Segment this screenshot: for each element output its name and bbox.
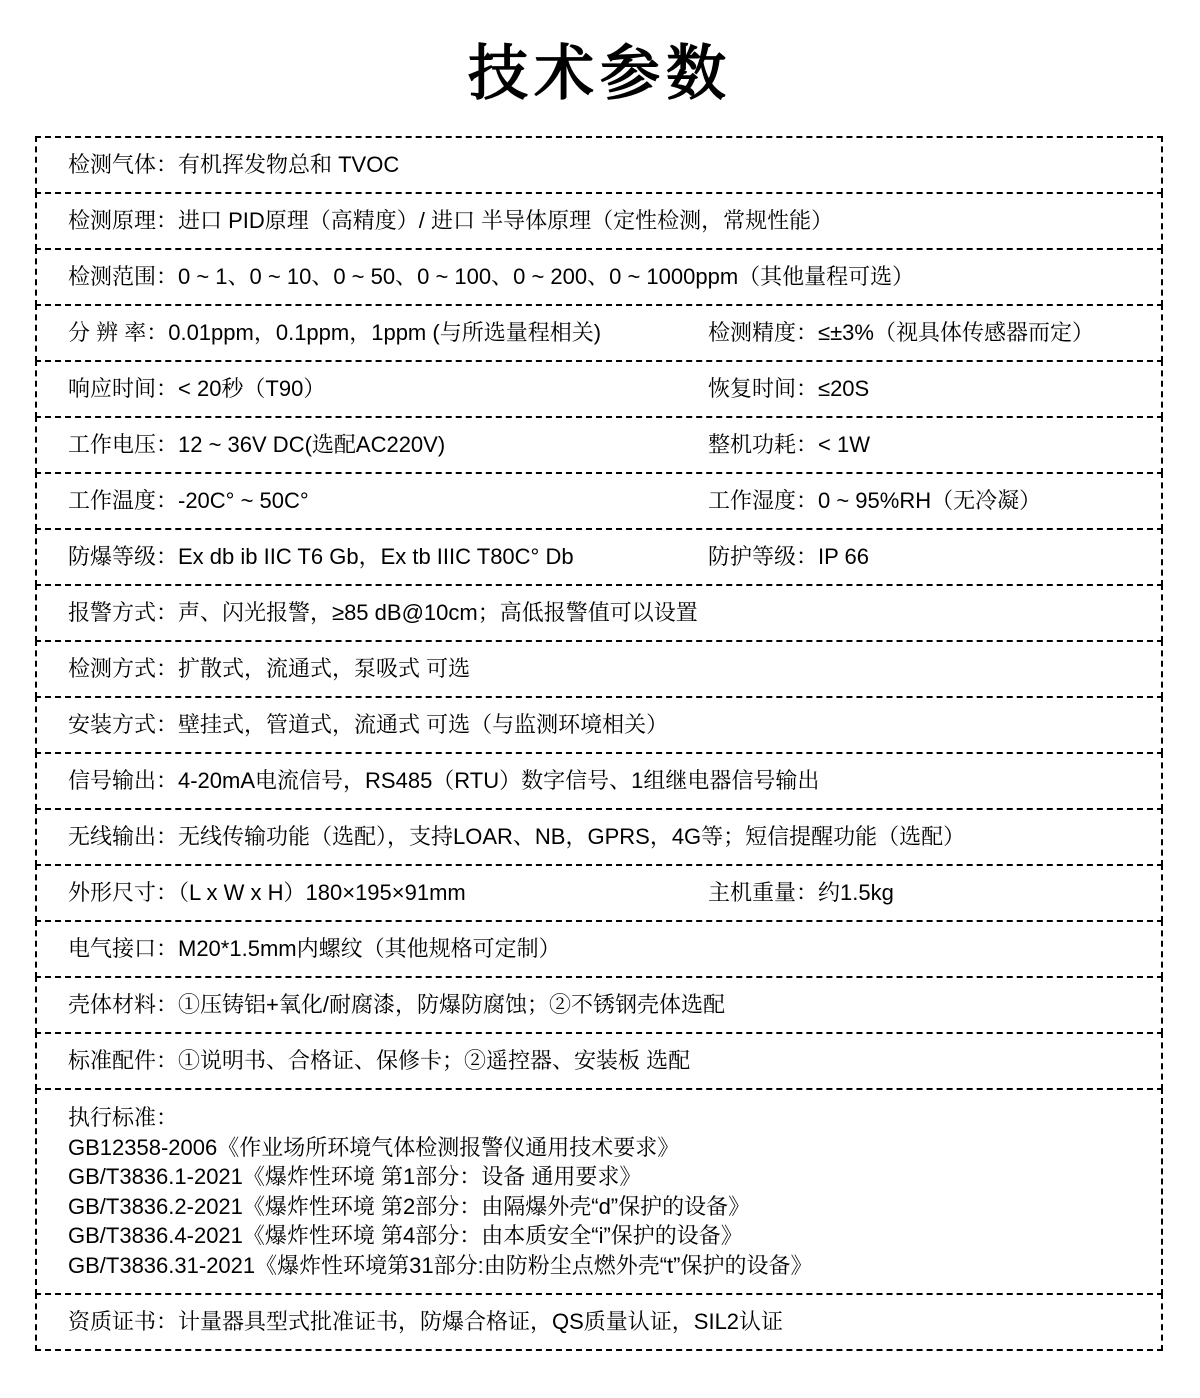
spec-text: 报警方式：声、闪光报警，≥85 dB@10cm；高低报警值可以设置 [68, 600, 698, 625]
row-housing-material [35, 976, 1163, 1034]
spec-text: 资质证书：计量器具型式批准证书，防爆合格证，QS质量认证，SIL2认证 [68, 1309, 784, 1334]
standard-item: GB/T3836.31-2021《爆炸性环境第31部分:由防粉尘点燃外壳“t”保护的设备》 [68, 1252, 813, 1278]
spec-text-dimensions: 外形尺寸：（L x W x H）180×195×91mm [68, 880, 466, 905]
spec-text-weight: 主机重量：约1.5kg [708, 880, 894, 905]
spec-table [35, 136, 1163, 1351]
spec-text: 标准配件：①说明书、合格证、保修卡；②遥控器、安装板 选配 [68, 1048, 691, 1073]
row-detection-mode [35, 640, 1163, 698]
spec-text: 安装方式：壁挂式，管道式，流通式 可选（与监测环境相关） [68, 712, 669, 737]
row-alarm-mode [35, 584, 1163, 642]
row-standard-accessories [35, 1032, 1163, 1090]
spec-text: 无线输出：无线传输功能（选配），支持LOAR、NB，GPRS，4G等；短信提醒功能（选配） [68, 824, 966, 849]
row-resolution-accuracy [35, 304, 1163, 362]
spec-text-temperature: 工作温度：-20C° ~ 50C° [68, 488, 309, 513]
row-response-recovery [35, 360, 1163, 418]
row-temperature-humidity [35, 472, 1163, 530]
standard-item: GB/T3836.1-2021《爆炸性环境 第1部分：设备 通用要求》 [68, 1164, 642, 1189]
row-certificates [35, 1293, 1163, 1351]
standard-item: GB/T3836.4-2021《爆炸性环境 第4部分：由本质安全“i”保护的设备》 [68, 1223, 743, 1248]
row-detection-principle [35, 192, 1163, 250]
page-title: 技术参数 [468, 40, 732, 107]
standard-item: GB/T3836.2-2021《爆炸性环境 第2部分：由隔爆外壳“d”保护的设备》 [68, 1193, 751, 1219]
spec-text-response-time: 响应时间：< 20秒（T90） [68, 376, 326, 401]
standards-heading: 执行标准： [68, 1105, 179, 1130]
row-dimensions-weight [35, 864, 1163, 922]
spec-text: 壳体材料：①压铸铝+氧化/耐腐漆，防爆防腐蚀；②不锈钢壳体选配 [68, 992, 725, 1017]
row-voltage-power [35, 416, 1163, 474]
row-wireless-output [35, 808, 1163, 866]
spec-text: 检测气体：有机挥发物总和 TVOC [68, 152, 400, 177]
row-electrical-interface [35, 920, 1163, 978]
spec-text: 信号输出：4-20mA电流信号，RS485（RTU）数字信号、1组继电器信号输出 [68, 768, 820, 793]
spec-text-accuracy: 检测精度：≤±3%（视具体传感器而定） [708, 320, 1094, 345]
spec-text-explosion-rating: 防爆等级：Ex db ib IIC T6 Gb，Ex tb IIIC T80C° Db [68, 544, 574, 569]
row-installation-mode [35, 696, 1163, 754]
spec-text: 检测方式：扩散式，流通式，泵吸式 可选 [68, 656, 471, 681]
spec-text-voltage: 工作电压：12 ~ 36V DC(选配AC220V) [68, 432, 446, 457]
spec-text-humidity: 工作湿度：0 ~ 95%RH（无冷凝） [708, 488, 1042, 513]
spec-text: 检测范围：0 ~ 1、0 ~ 10、0 ~ 50、0 ~ 100、0 ~ 200、0 ~ 1000ppm（其他量程可选） [68, 264, 915, 289]
row-explosion-ip-rating [35, 528, 1163, 586]
row-detection-gas [35, 136, 1163, 194]
spec-text-recovery-time: 恢复时间：≤20S [708, 376, 870, 401]
spec-text-ip-rating: 防护等级：IP 66 [708, 544, 869, 569]
standard-item: GB12358-2006《作业场所环境气体检测报警仪通用技术要求》 [68, 1134, 680, 1160]
row-executive-standards [35, 1088, 1163, 1295]
row-detection-range [35, 248, 1163, 306]
spec-text-resolution: 分 辨 率：0.01ppm，0.1ppm，1ppm (与所选量程相关) [68, 320, 602, 345]
row-signal-output [35, 752, 1163, 810]
spec-text-power: 整机功耗：< 1W [708, 432, 870, 457]
spec-text: 检测原理：进口 PID原理（高精度）/ 进口 半导体原理（定性检测，常规性能） [68, 208, 834, 233]
spec-text: 电气接口：M20*1.5mm内螺纹（其他规格可定制） [68, 936, 561, 961]
